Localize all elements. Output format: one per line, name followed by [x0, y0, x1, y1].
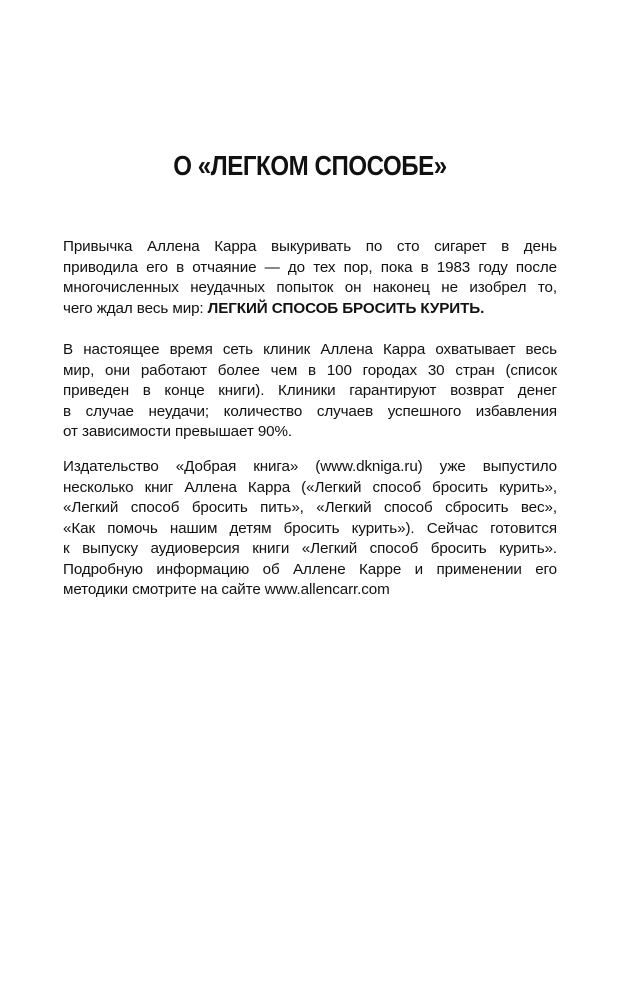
- paragraph-line: к выпуску аудиоверсия книги «Легкий способ бросить курить».: [63, 540, 557, 557]
- paragraph-line: Привычка Аллена Карра выкуривать по сто сигарет в день: [63, 238, 557, 255]
- paragraph-line: от зависимости превышает 90%.: [63, 423, 293, 440]
- paragraph-line: «Как помочь нашим детям бросить курить»). Сейчас готовится: [63, 519, 557, 537]
- paragraph-line: приводила его в отчаяние — до тех пор, пока в 1983 году после: [63, 258, 557, 276]
- page-title: О «ЛЕГКОМ СПОСОБЕ»: [173, 150, 447, 181]
- paragraph-clinics: [63, 340, 557, 443]
- method-name-emphasis: ЛЕГКИЙ СПОСОБ БРОСИТЬ КУРИТЬ.: [207, 299, 485, 317]
- paragraph-line: «Легкий способ бросить пить», «Легкий способ сбросить вес»,: [63, 499, 557, 516]
- paragraph-line: Издательство «Добрая книга» (www.dkniga.ru) уже выпустило: [63, 458, 557, 475]
- paragraph-line: многочисленных неудачных попыток он наконец не изобрел то,: [63, 279, 557, 296]
- paragraph-line: методики смотрите на сайте www.allencarr.com: [63, 581, 390, 598]
- paragraph-line-text: чего ждал весь мир:: [63, 299, 208, 317]
- paragraph-line: Подробную информацию об Аллене Карре и применении его: [63, 560, 557, 578]
- paragraph-line: В настоящее время сеть клиник Аллена Карра охватывает весь: [63, 341, 557, 358]
- paragraph-line: несколько книг Аллена Карра («Легкий способ бросить курить»,: [63, 478, 557, 496]
- paragraph-publisher: [63, 457, 557, 601]
- paragraph-history: [63, 237, 557, 319]
- paragraph-line: в случае неудачи; количество случаев успешного избавления: [63, 402, 557, 420]
- paragraph-line: приведен в конце книги). Клиники гарантируют возврат денег: [63, 382, 557, 399]
- paragraph-line: мир, они работают более чем в 100 городах 30 стран (список: [63, 361, 557, 379]
- paragraph-line: [63, 299, 557, 320]
